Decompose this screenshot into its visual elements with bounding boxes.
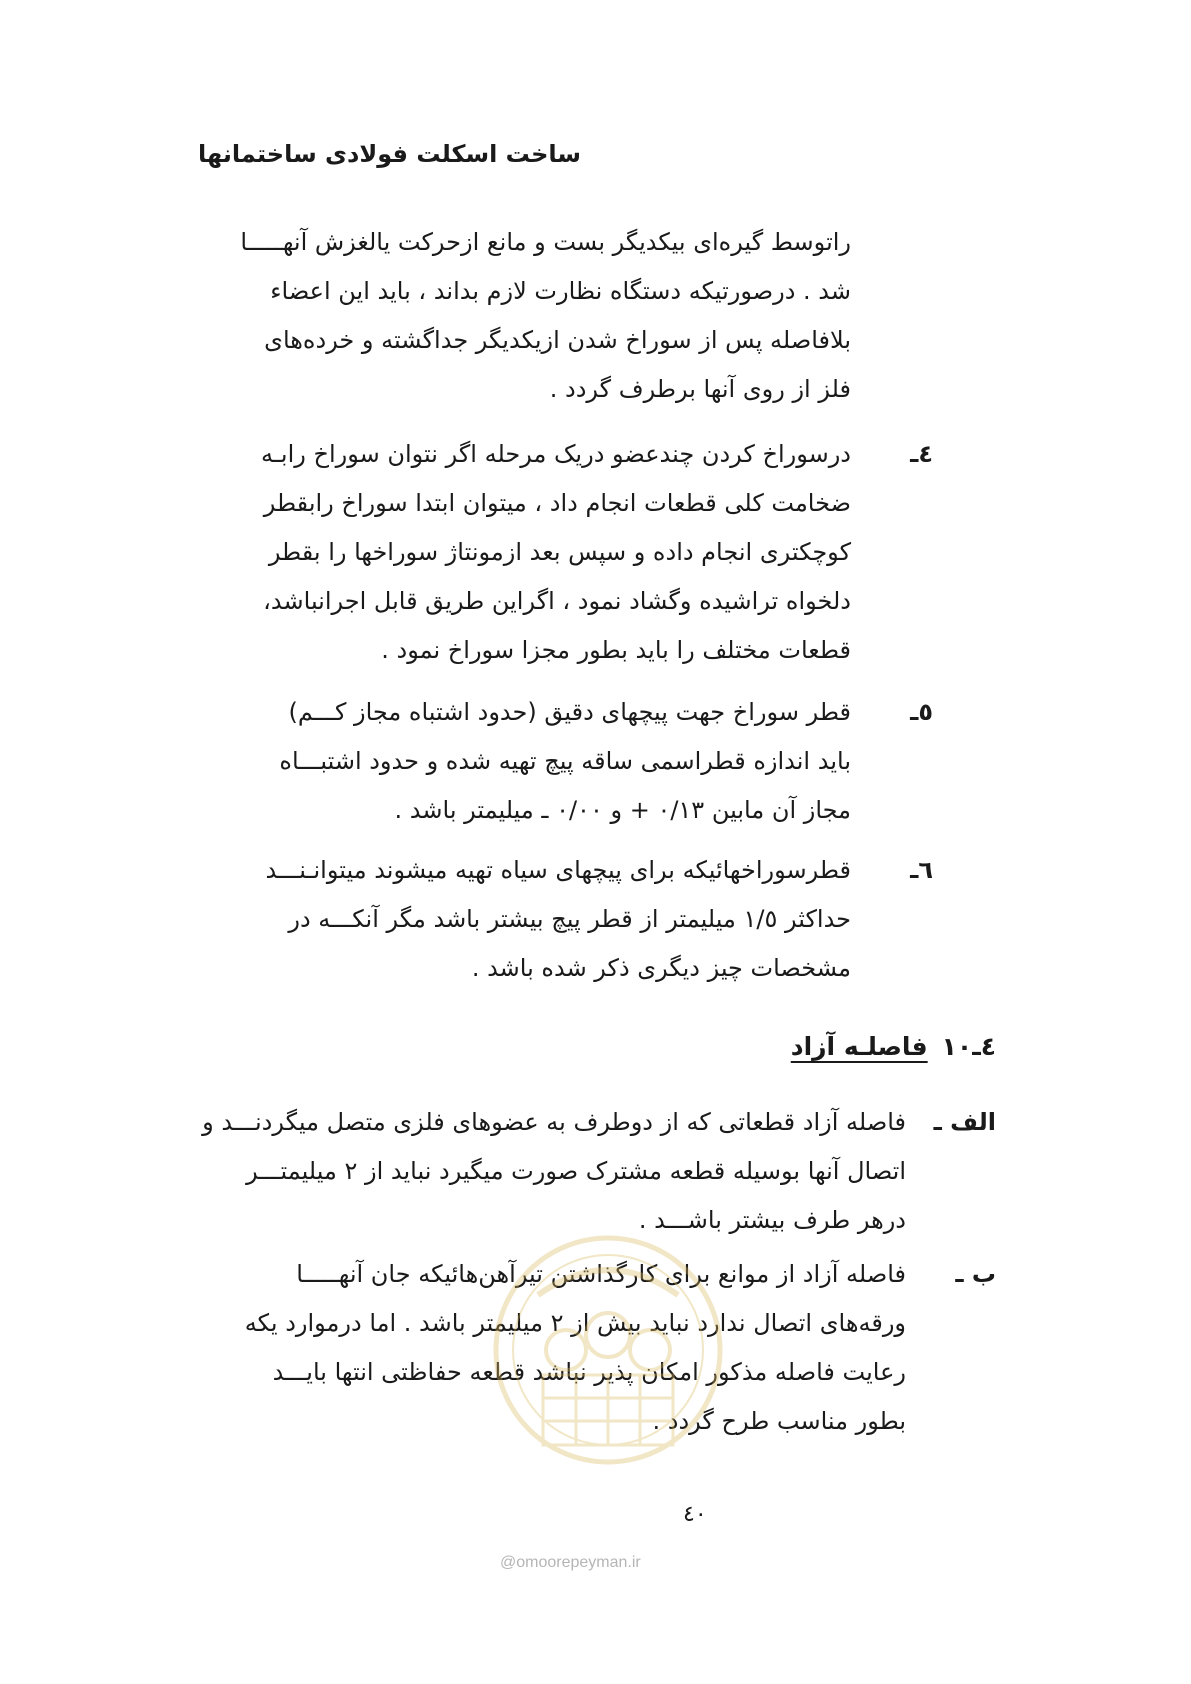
section-number: ٤ـ۱۰: [941, 1032, 996, 1061]
text-line: بطور مناسب طرح گردد .: [652, 1407, 906, 1435]
item-4-text: [261, 430, 851, 675]
text-line: قطر سوراخ جهت پیچهای دقیق (حدود اشتباه مجاز کـــم): [288, 698, 851, 726]
text-line: حداکثر ۱/٥ میلیمتر از قطر پیچ بیشتر باشد مگر آنکـــه در: [288, 905, 851, 933]
text-line: شد . درصورتیکه دستگاه نظارت لازم بداند ، باید این اعضاء: [270, 277, 851, 305]
watermark-seal-icon: [488, 1225, 728, 1485]
text-line: رعایت فاصله مذکور امکان پذیر نباشد قطعه حفاظتی انتها بایـــد: [272, 1358, 906, 1386]
text-line: اتصال آنها بوسیله قطعه مشترک صورت میگیرد نباید از ۲ میلیمتـــر: [246, 1157, 906, 1185]
text-line: فلز از روی آنها برطرف گردد .: [549, 375, 851, 403]
text-line: دلخواه تراشیده وگشاد نمود ، اگراین طریق قابل اجرانباشد،: [263, 587, 851, 615]
item-number: ٥ـ: [910, 698, 933, 726]
running-header: ساخت اسکلت فولادی ساختمانها: [198, 140, 581, 168]
text-line: بلافاصله پس از سوراخ شدن ازیکدیگر جداگشته و خرده‌های: [264, 326, 851, 354]
text-line: باید اندازه قطراسمی ساقه پیچ تهیه شده و حدود اشتبـــاه: [279, 747, 851, 775]
text-line: ورقه‌های اتصال ندارد نباید بیش از ۲ میلیمتر باشد . اما درموارد یکه: [244, 1309, 906, 1337]
text-line: درسوراخ کردن چندعضو دریک مرحله اگر نتوان سوراخ رابـه: [261, 440, 851, 468]
subitem-alef-text: [202, 1098, 906, 1245]
item-number: ٤ـ: [910, 440, 933, 468]
text-line: کوچکتری انجام داده و سپس بعد ازمونتاژ سوراخها را بقطر: [268, 538, 851, 566]
item-6-text: [265, 846, 851, 993]
section-heading: [791, 1032, 996, 1061]
section-title: فاصلـه آزاد: [790, 1032, 928, 1061]
subitem-label: ب ـ: [955, 1260, 996, 1288]
text-line: قطعات مختلف را باید بطور مجزا سوراخ نمود .: [381, 636, 851, 664]
text-line: درهر طرف بیشتر باشـــد .: [638, 1206, 906, 1234]
text-line: فاصله آزاد از موانع برای کارگذاشتن تیرآهن‌هائیکه جان آنهـــــا: [296, 1260, 906, 1288]
watermark-text: @omoorepeyman.ir: [500, 1554, 641, 1571]
text-line: راتوسط گیره‌ای بیکدیگر بست و مانع ازحرکت یالغزش آنهـــــا: [240, 228, 851, 256]
text-line: مجاز آن مابین ۰/۱۳ + و ۰/۰۰ ـ میلیمتر باشد .: [394, 796, 851, 824]
item-number: ٦ـ: [910, 856, 933, 884]
paragraph-continuation: [240, 218, 851, 414]
page-number: ٤٠: [683, 1502, 707, 1527]
text-line: ضخامت کلی قطعات انجام داد ، میتوان ابتدا سوراخ رابقطر: [263, 489, 851, 517]
subitem-label: الف ـ: [933, 1108, 996, 1136]
text-line: فاصله آزاد قطعاتی که از دوطرف به عضوهای فلزی متصل میگردنـــد و: [202, 1108, 906, 1136]
text-line: قطرسوراخهائیکه برای پیچهای سیاه تهیه میشوند میتوانـنـــد: [265, 856, 851, 884]
item-5-text: [279, 688, 851, 835]
text-line: مشخصات چیز دیگری ذکر شده باشد .: [471, 954, 851, 982]
